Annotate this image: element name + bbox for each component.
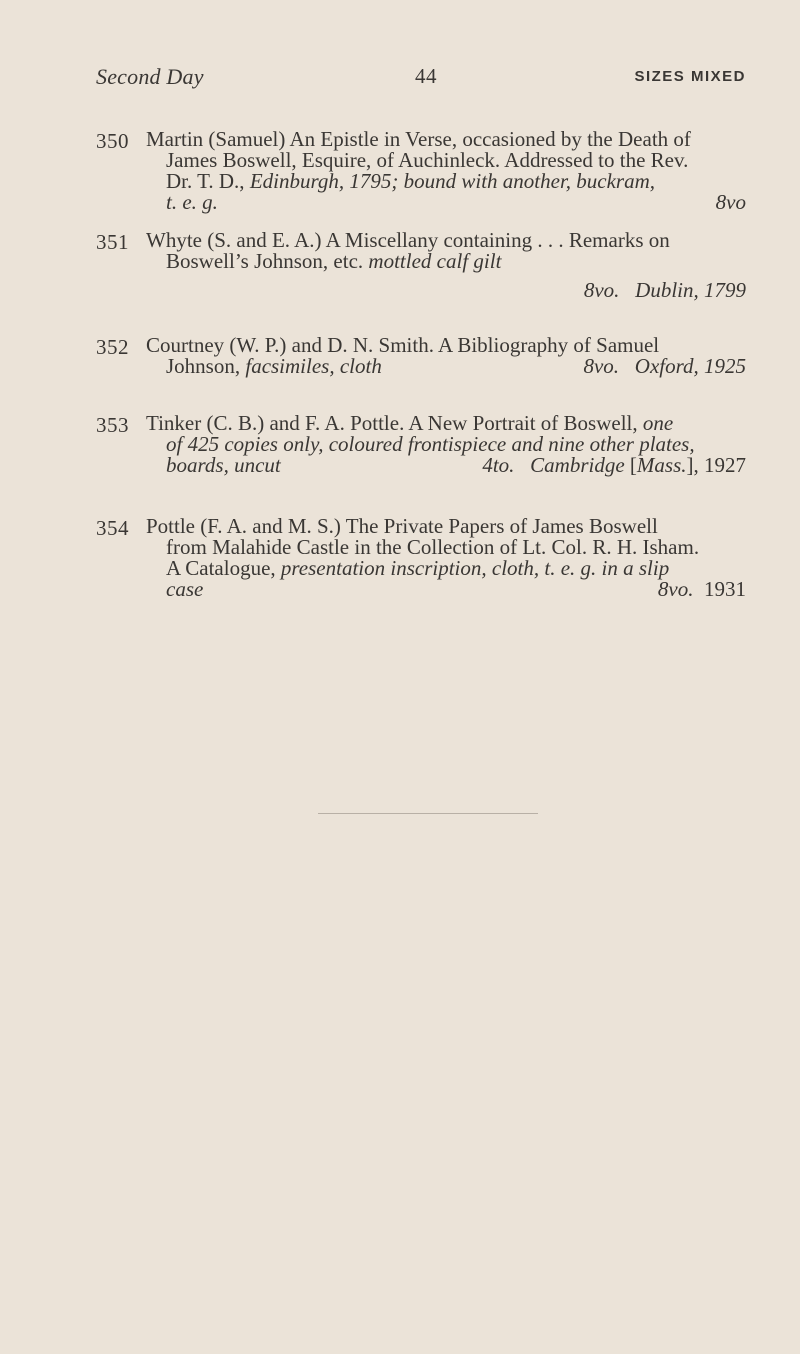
- imprint-date: 1931: [704, 577, 746, 601]
- page-header: [96, 64, 746, 104]
- lot-number: 350: [96, 129, 129, 153]
- entry-line: of 425 copies only, coloured frontispiece and nine other plates,: [166, 432, 695, 456]
- entry-line: Whyte (S. and E. A.) A Miscellany containing . . . Remarks on: [146, 228, 670, 252]
- imprint-place-date: Oxford, 1925: [634, 354, 746, 378]
- imprint-date: ], 1927: [686, 453, 746, 477]
- entry-line: [146, 558, 746, 579]
- imprint: [482, 455, 746, 476]
- entry-italic-text: facsimiles, cloth: [245, 354, 382, 378]
- entry-italic-text: mottled calf gilt: [368, 249, 502, 273]
- book-format: 8vo.: [657, 577, 694, 601]
- page-number: 44: [415, 64, 437, 88]
- entry-line: [146, 579, 746, 600]
- entry-line: [146, 192, 746, 213]
- day-heading: Second Day: [96, 64, 204, 89]
- book-format: 4to.: [482, 453, 515, 477]
- lot-number: 351: [96, 230, 129, 254]
- lot-number: 354: [96, 516, 129, 540]
- book-format: 8vo.: [583, 354, 620, 378]
- entry-line: [146, 171, 746, 192]
- entry-text: Dr. T. D.,: [166, 169, 250, 193]
- imprint: [658, 579, 746, 600]
- lot-number: 353: [96, 413, 129, 437]
- entry-line: James Boswell, Esquire, of Auchinleck. Addressed to the Rev.: [166, 148, 689, 172]
- section-divider: [318, 813, 538, 814]
- entry-line: from Malahide Castle in the Collection of Lt. Col. R. H. Isham.: [166, 535, 700, 559]
- entry-line: Pottle (F. A. and M. S.) The Private Papers of James Boswell: [146, 514, 658, 538]
- entry-text: Tinker (C. B.) and F. A. Pottle. A New Portrait of Boswell,: [146, 411, 643, 435]
- entry-line: [146, 251, 746, 272]
- entry-line: Courtney (W. P.) and D. N. Smith. A Bibliography of Samuel: [146, 333, 660, 357]
- entry-italic-text: boards, uncut: [166, 453, 281, 477]
- imprint: [583, 356, 746, 377]
- book-format: 8vo: [715, 190, 746, 214]
- section-heading: SIZES MIXED: [634, 68, 746, 85]
- entry-description: [146, 413, 746, 476]
- book-format: 8vo.: [583, 278, 620, 302]
- entry-line: [146, 356, 746, 377]
- entry-text: Boswell’s Johnson, etc.: [166, 249, 369, 273]
- entry-text: Johnson,: [166, 354, 246, 378]
- lot-number: 352: [96, 335, 129, 359]
- entry-description: [146, 129, 746, 213]
- entry-italic-text: Edinburgh, 1795; bound with another, buckram,: [249, 169, 656, 193]
- entry-description: [146, 335, 746, 377]
- entry-line: [146, 413, 746, 434]
- bracket: [: [624, 453, 637, 477]
- entry-italic-text: presentation inscription, cloth, t. e. g. in a slip: [280, 556, 670, 580]
- entry-description: [146, 230, 746, 301]
- imprint: [584, 280, 746, 301]
- imprint-place-date: Dublin, 1799: [635, 278, 746, 302]
- imprint-place: Cambridge: [530, 453, 625, 477]
- entry-italic-text: t. e. g.: [166, 190, 218, 214]
- entry-italic-text: case: [166, 577, 204, 601]
- entry-line: [146, 280, 746, 301]
- entry-italic-text: one: [642, 411, 674, 435]
- entry-text: A Catalogue,: [166, 556, 281, 580]
- entry-description: [146, 516, 746, 600]
- entry-line: [146, 455, 746, 476]
- imprint-state: Mass.: [636, 453, 687, 477]
- entry-text-group: [166, 356, 382, 377]
- entry-line: Martin (Samuel) An Epistle in Verse, occasioned by the Death of: [146, 127, 691, 151]
